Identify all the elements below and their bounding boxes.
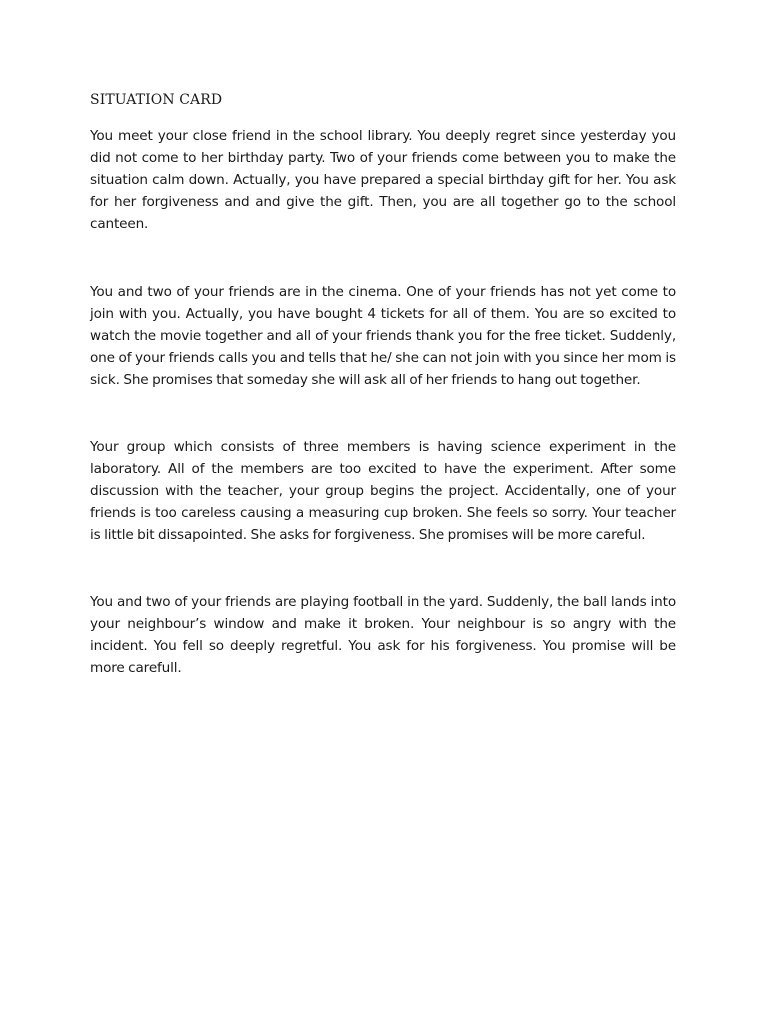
situation-paragraph-4: You and two of your friends are playing football in the yard. Suddenly, the ball lands into your neighbour’s window and make it broken. Your neighbour is so angry with the incident. You fell so deeply regretful. You ask for his forgiveness. You promise will be more carefull. bbox=[90, 594, 676, 676]
situation-paragraph-2: You and two of your friends are in the cinema. One of your friends has not yet come to join with you. Actually, you have bought 4 tickets for all of them. You are so excited to watch the movie together and all of your friends thank you for the free ticket. Suddenly, one of your friends calls you and tells that he/ she can not join with you since her mom is sick. She promises that someday she will ask all of her friends to hang out together. bbox=[90, 284, 676, 388]
situation-paragraph-3: Your group which consists of three members is having science experiment in the laboratory. All of the members are too excited to have the experiment. After some discussion with the teacher, your group begins the project. Accidentally, one of your friends is too careless causing a measuring cup broken. She feels so sorry. Your teacher is little bit dissapointed. She asks for forgiveness. She promises will be more careful. bbox=[90, 439, 676, 543]
situation-paragraph-1: You meet your close friend in the school library. You deeply regret since yesterday you did not come to her birthday party. Two of your friends come between you to make the situation calm down. Actually, you have prepared a special birthday gift for her. You ask for her forgiveness and and give the gift. Then, you are all together go to the school canteen. bbox=[90, 128, 676, 232]
document-title: SITUATION CARD bbox=[90, 92, 223, 108]
